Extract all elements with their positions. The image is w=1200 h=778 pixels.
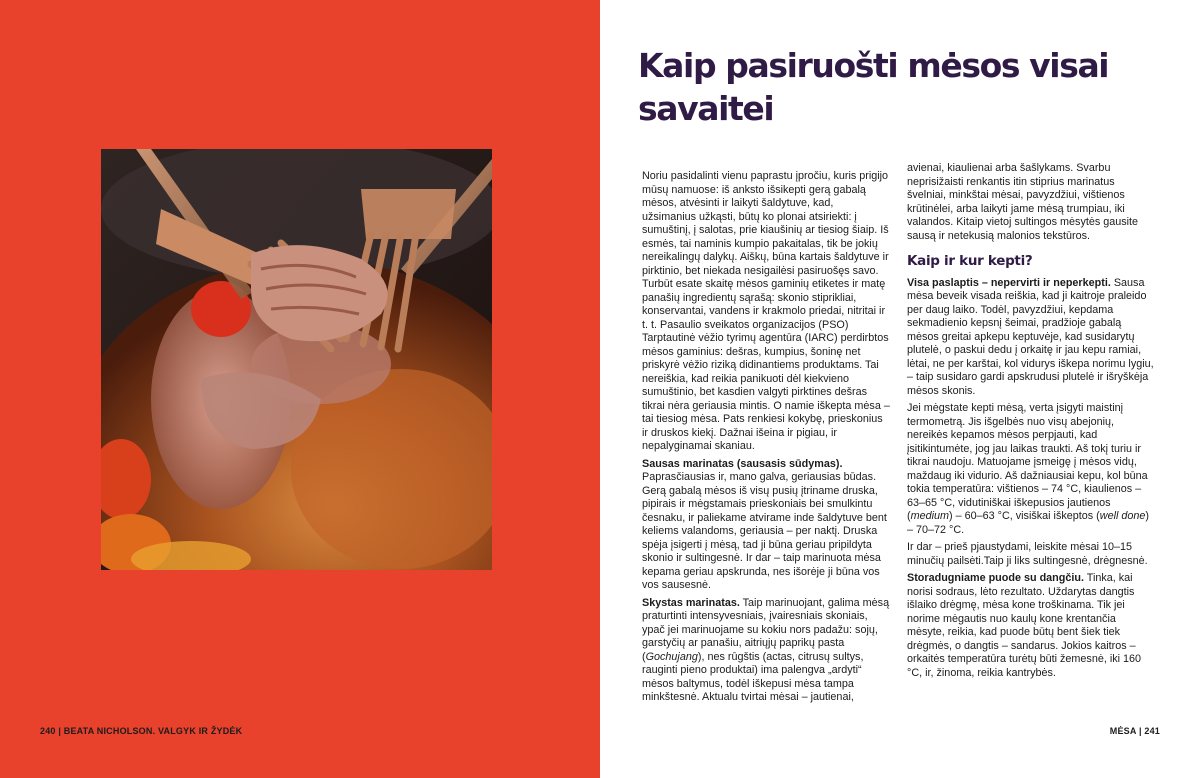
secret-text: Sausa mėsa beveik visada reiškia, kad ji kaitroje praleido per daug laiko. Todėl, pavyzdžiui, kepdama sekmadienio kepsnį šeimai, pradžioje gabalą mėsos greitai apkepu keptuvėje, kad susidarytų plutelė, o paskui dedu į orkaitę ir jau kepu ramiai, lėtai, ne per karštai, kol vidurys iškepa norimu lygiu, – taip susidaro gardi apskrudusi plutelė ir išryškėja mėsos skonis. — [907, 276, 1154, 397]
liquid-marinade-heading: Skystas marinatas. — [642, 596, 740, 609]
continuation-paragraph: avienai, kiaulienai arba šašlykams. Svarbu neprisižaisti renkantis itin stiprius marinatus švelniai, minkštai mėsai, pavyzdžiui, vištienos krūtinėlei, arba laikyti jame mėsą trumpiau, iki valandos. Kitaip vietoj sultingos mėsytės gausite sausą ir netekusią malonios tekstūros. — [907, 162, 1139, 242]
text-column-left — [642, 170, 890, 709]
dry-marinade-paragraph — [642, 458, 890, 593]
thermometer-paragraph — [907, 402, 1155, 537]
page-number-left: 240 — [40, 726, 56, 736]
pot-heading: Storadugniame puode su dangčiu. — [907, 572, 1084, 584]
dry-marinade-text: Paprasčiausias ir, mano galva, geriausias būdas. Gerą gabalą mėsos iš visų pusių įtriname druska, pipirais ir mėgstamais prieskoniais bei smulkintu česnaku, ir paliekame atvirame inde šaldytuve bent keliems valandoms, geriausia – per naktį. Druska spėja įsigerti į mėsą, tad ji būna geriau pripildyta skonio ir sultingesnė. Ir dar – taip marinuota mėsa kepama geriau apskrunda, nes išorėje ji būna vos vos sausesnė. — [642, 471, 887, 591]
page-number-right: 241 — [1144, 726, 1160, 736]
footer-right — [1110, 726, 1160, 736]
liquid-marinade-text-1: Taip marinuojant, galima mėsą praturtinti intensyvesniais, įvairesniais skoniais, ypač jei marinuojame su kokiu nors padažu: sojų, garstyčių ar panašiu, aitriųjų paprikų pasta ( — [642, 596, 890, 663]
text-column-right — [907, 162, 1155, 684]
section-subheading: Kaip ir kur kepti? — [907, 253, 1033, 269]
intro-paragraph: Noriu pasidalinti vienu paprastu įpročiu, kuris prigijo mūsų namuose: iš anksto išsikepti gerą gabalą mėsos, atvėsinti ir laikyti šaldytuve, kad, užsimanius užkąsti, būtų ko plonai atsiriekti: į sumuštinį, į salotas, prie kiaušinių ar tiesiog šiaip. Iš esmės, tai naminis kumpio pakaitalas, tik be jokių nereikalingų dalykų. Aiškų, būna kartais šaldytuve ir pirktinio, bet niekada nesigailėsi pasiruošęs savo. Turbūt esate skaitę mėsos gaminių etiketes ir matę panašių ingredientų sąrašą: skonio stiprikliai, konservantai, vandens ir krakmolo priedai, nitritai ir t. t. Pasaulio sveikatos organizacijos (PSO) Tarptautinė vėžio tyrimų agentūra (IARC) perdirbtos mėsos gaminius: dešras, kumpius, šoninę net priskyrė vėžio riziką didinantiems produktams. Tai nereiškia, kad reikia panikuoti dėl kiekvieno sumuštinio, bet kasdien valgyti pirktines dešras tikrai nėra geriausia mintis. O namie iškepta mėsa – tai tiesiog mėsa. Pats renkiesi kokybę, prieskonius ir druskos kiekį. Dažnai išeina ir pigiau, ir nepalyginamai skaniau. — [642, 170, 890, 452]
footer-separator: | — [1138, 726, 1142, 736]
secret-paragraph — [907, 277, 1155, 399]
liquid-marinade-text-2: ), nes rūgštis (actas, citrusų sultys, rauginti pieno produktai) ima palengva „ardyti“ mėsos baltymus, todėl iškepusi mėsa tampa minkštesnė. Aktualu tvirtai mėsai – jautienai, — [642, 650, 864, 703]
right-page — [600, 0, 1200, 778]
dry-marinade-heading: Sausas marinatas (sausasis sūdymas). — [642, 457, 843, 470]
secret-heading: Visa paslaptis – nepervirti ir neperkepti. — [907, 276, 1111, 289]
pot-text: Tinka, kai norisi sodraus, lėto rezultato. Uždarytas dangtis išlaiko drėgmę, mėsa kone troškinama. Tik jei norime mėgautis nuo kaulų kone krentančia mėsyte, reikia, kad puode būtų bent šiek tiek drėgmės, o dangtis – sandarus. Jokios kaitros – orkaitės temperatūra turėtų būti žemesnė, iki 160 °C, ir, žinoma, reikia kantrybės. — [907, 572, 1142, 679]
pot-paragraph — [907, 572, 1155, 680]
book-title: BEATA NICHOLSON. VALGYK IR ŽYDĖK — [63, 726, 243, 736]
thermometer-text-1: Jei mėgstate kepti mėsą, verta įsigyti maistinį termometrą. Jis išgelbės nuo visų abejonių, nereikės kepamos mėsos perpjauti, kad įsitikintumėte, jog jau laikas traukti. Aš tokį turiu ir tikrai naudoju. Matuojame įsmeigę į mėsos vidų, maždaug iki vidurio. Aš dažniausiai kepu, kol būna tokia temperatūra: vištienos – 74 °C, kiaulienos – 63–65 °C, vidutiniškai iškepusios jautienos ( — [907, 402, 1148, 522]
rest-paragraph: Ir dar – prieš pjaustydami, leiskite mėsai 10–15 minučių pailsėti.Taip ji liks sultingesnė, drėgnesnė. — [907, 541, 1148, 567]
thermometer-italic-2: well done — [1099, 510, 1146, 522]
footer-separator: | — [58, 726, 62, 736]
liquid-marinade-italic: Gochujang — [645, 650, 698, 663]
footer-left — [40, 726, 242, 736]
roast-meat-photo — [101, 149, 492, 570]
section-name: MĖSA — [1109, 726, 1137, 736]
thermometer-text-3: ) – 70–72 °C. — [907, 510, 1149, 536]
page-title: Kaip pasiruošti mėsos visai savaitei — [638, 46, 1109, 128]
liquid-marinade-paragraph — [642, 597, 890, 705]
thermometer-italic-1: medium — [910, 510, 950, 522]
roast-meat-illustration — [101, 149, 492, 570]
thermometer-text-2: ) – 60–63 °C, visiškai iškeptos ( — [949, 510, 1100, 522]
